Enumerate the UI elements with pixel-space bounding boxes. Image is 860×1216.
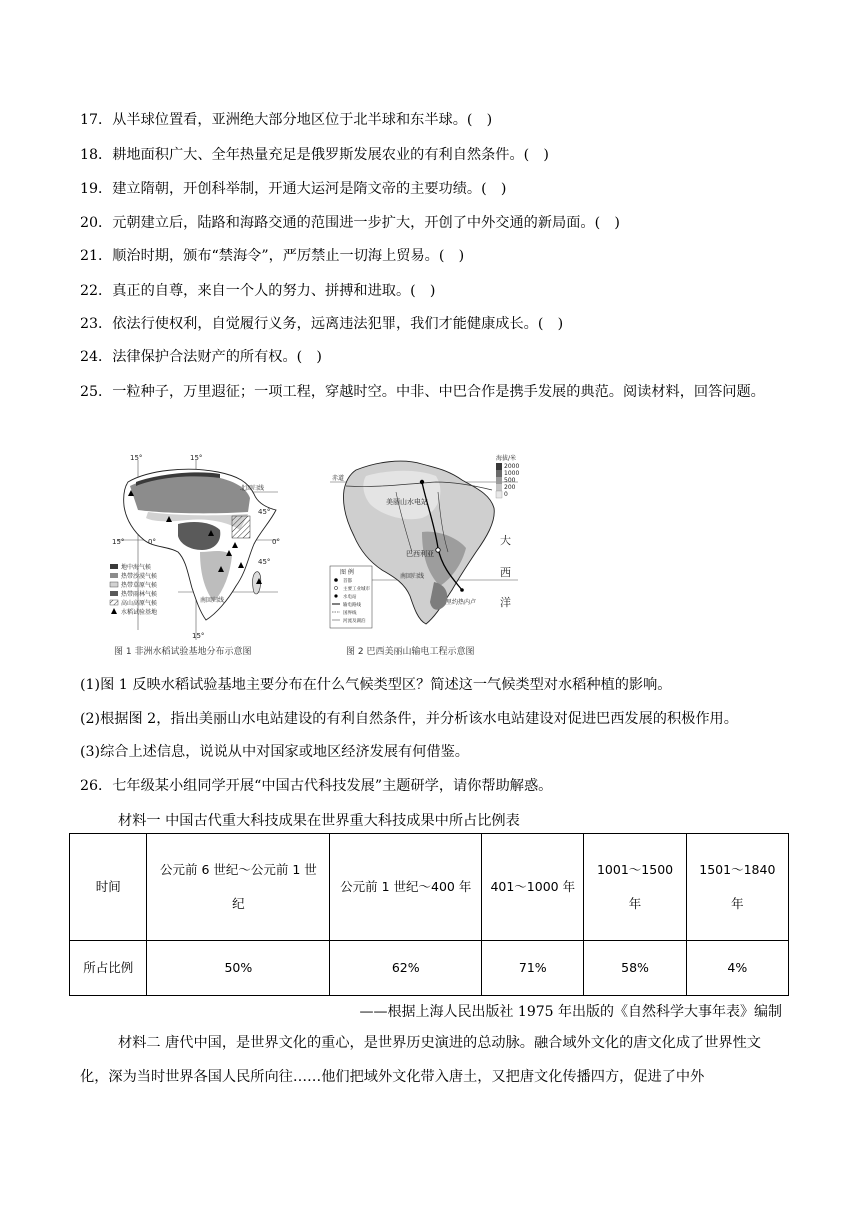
legend-highland: 高山高原气候 (121, 600, 158, 607)
label-lat-0-right: 0° (272, 538, 280, 546)
legend-desert: 热带沙漠气候 (121, 573, 158, 580)
question-17: 17．从半球位置看，亚洲绝大部分地区位于北半球和东半球。( ) (80, 112, 493, 128)
brazil-map-graphic (326, 452, 522, 644)
table-source: ——根据上海人民出版社 1975 年出版的《自然科学大事年表》编制 (359, 1004, 782, 1020)
label-rio: 里约热内卢 (446, 599, 477, 606)
table-row (70, 941, 789, 996)
elev-1000: 1000 (504, 470, 520, 477)
legend-rainforest: 热带雨林气候 (121, 591, 158, 598)
question-18: 18．耕地面积广大、全年热量充足是俄罗斯发展农业的有利自然条件。( ) (80, 147, 549, 163)
label-tropic-south: 南回归线 (200, 597, 225, 604)
elev-0: 0 (504, 491, 508, 498)
question-25-sub-3: (3)综合上述信息，说说从中对国家或地区经济发展有何借鉴。 (80, 744, 469, 760)
question-22: 22．真正的自尊，来自一个人的努力、拼搏和进取。( ) (80, 283, 436, 299)
figures-row (108, 452, 528, 662)
africa-map-graphic (108, 452, 304, 644)
material-1-title: 材料一 中国古代重大科技成果在世界重大科技成果中所占比例表 (118, 813, 520, 829)
question-25-sub-1: (1)图 1 反映水稻试验基地主要分布在什么气候类型区？简述这一气候类型对水稻种植的影响。 (80, 677, 672, 693)
question-20: 20．元朝建立后，陆路和海路交通的范围进一步扩大，开创了中外交通的新局面。( ) (80, 215, 620, 231)
label-lon-15e-bottom: 15° (192, 632, 205, 640)
elevation-legend (496, 454, 519, 498)
ratio-cell: 50% (147, 941, 330, 996)
question-21: 21．顺治时期，颁布“禁海令”，严厉禁止一切海上贸易。( ) (80, 248, 465, 264)
elev-2000: 2000 (504, 463, 520, 470)
legend-savanna: 热带草原气候 (121, 582, 158, 589)
ratio-cell: 58% (584, 941, 686, 996)
figure-2-caption: 图 2 巴西美丽山输电工程示意图 (346, 647, 475, 657)
legend-rivers: 河流及湖泊 (343, 619, 366, 624)
question-23: 23．依法行使权利，自觉履行义务，远离违法犯罪，我们才能健康成长。( ) (80, 316, 564, 332)
legend-hydropower: 水电站 (343, 595, 357, 600)
period-cell: 1501～1840 年 (686, 834, 788, 941)
label-ocean-3: 洋 (500, 596, 511, 609)
label-ocean-2: 西 (500, 566, 511, 579)
period-cell: 公元前 1 世纪～400 年 (330, 834, 482, 941)
legend-border: 国界线 (343, 611, 357, 616)
ratio-cell: 71% (482, 941, 584, 996)
legend-title: 图 例 (340, 569, 354, 576)
ratio-cell: 62% (330, 941, 482, 996)
period-cell: 1001～1500 年 (584, 834, 686, 941)
period-cell: 公元前 6 世纪～公元前 1 世纪 (147, 834, 330, 941)
question-25-sub-2: (2)根据图 2，指出美丽山水电站建设的有利自然条件，并分析该水电站建设对促进巴西发展的积极作用。 (80, 711, 738, 727)
elevation-title: 海拔/米 (496, 455, 517, 462)
label-lon-15w: 15° (130, 454, 143, 462)
table-row (70, 834, 789, 941)
period-cell: 401～1000 年 (482, 834, 584, 941)
figure-1-legend (110, 563, 157, 616)
legend-capital: 首都 (343, 579, 352, 584)
figure-2-brazil-map (326, 452, 522, 657)
material-2-text: 材料二 唐代中国，是世界文化的重心，是世界历史演进的总动脉。融合域外文化的唐文化成了世界性文化，深为当时世界各国人民所向往……他们把域外文化带入唐土，又把唐文化传播四方，促进了中外 (80, 1035, 761, 1085)
question-19: 19．建立隋朝，开创科举制，开通大运河是隋文帝的主要功绩。( ) (80, 181, 507, 197)
label-lat-45-top: 45° (258, 508, 271, 516)
elev-200: 200 (504, 484, 516, 491)
legend-rice-base: 水稻试验基地 (121, 609, 158, 616)
label-lat-45-bottom: 45° (258, 558, 271, 566)
label-lat-0: 0° (148, 538, 156, 546)
legend-industrial-city: 主要工业城市 (343, 587, 370, 592)
question-25-intro: 25．一粒种子，万里遐征；一项工程，穿越时空。中非、中巴合作是携手发展的典范。阅读材料，回答问题。 (80, 384, 765, 400)
figure-1-africa-map (108, 452, 304, 657)
elev-500: 500 (504, 477, 516, 484)
figure-1-caption: 图 1 非洲水稻试验基地分布示意图 (114, 647, 252, 657)
label-ocean-1: 大 (500, 534, 511, 547)
legend-transmission: 输电路线 (343, 603, 361, 608)
label-equator: 赤道 (332, 475, 345, 482)
legend-mediterranean: 地中海气候 (121, 564, 152, 571)
header-ratio: 所占比例 (70, 941, 147, 996)
question-24: 24．法律保护合法财产的所有权。( ) (80, 349, 322, 365)
label-tropic-north: 北回归线 (240, 485, 265, 492)
label-lon-15e: 15° (190, 454, 203, 462)
label-tropic: 南回归线 (400, 573, 425, 580)
label-capital: 巴西利亚 (406, 550, 434, 558)
tech-ratio-table (69, 833, 789, 996)
label-dam: 美丽山水电站 (386, 498, 428, 506)
header-time: 时间 (70, 834, 147, 941)
figure-2-legend (330, 566, 372, 628)
label-lat-15n: 15° (112, 538, 125, 546)
question-26-intro: 26．七年级某小组同学开展“中国古代科技发展”主题研学，请你帮助解惑。 (80, 778, 553, 794)
ratio-cell: 4% (686, 941, 788, 996)
